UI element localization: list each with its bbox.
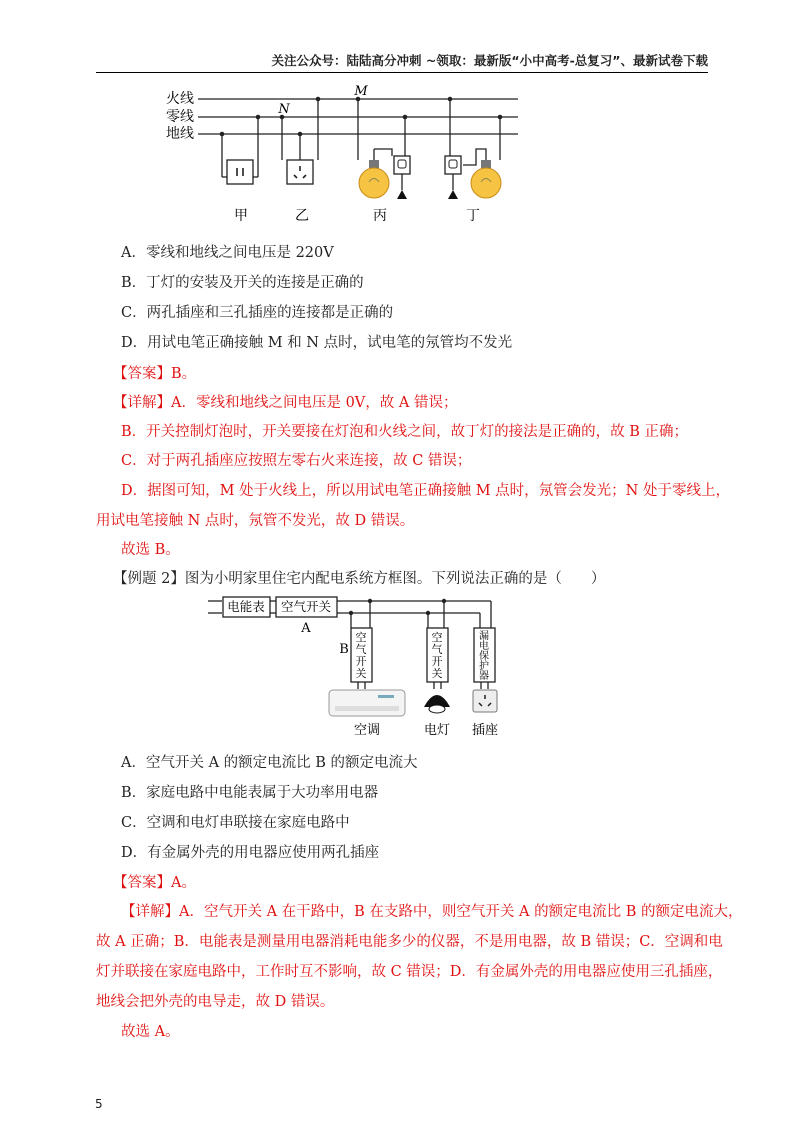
q1-detail-line: D．据图可知，M 处于火线上，所以用试电笔正确接触 M 点时，氖管会发光；N 处于零线上， (121, 483, 730, 499)
distribution-diagram (208, 595, 508, 740)
q2-answer: 【答案】A。 (113, 875, 196, 891)
q1-option-a: A．零线和地线之间电压是 220V (121, 245, 334, 261)
q1-conclusion: 故选 B。 (121, 542, 180, 558)
lamp-label: 电灯 (423, 723, 451, 738)
branch3-char: 护 (479, 661, 489, 672)
label-neutral-wire: 零线 (166, 109, 194, 125)
q1-detail-line: B．开关控制灯泡时，开关要接在灯泡和火线之间，故丁灯的接法是正确的，故 B 正确； (121, 424, 689, 440)
page-header: 关注公众号：陆陆高分冲刺 ~领取：最新版“小中高考-总复习”、最新试卷下载 (271, 53, 708, 68)
q2-option-d: D．有金属外壳的用电器应使用两孔插座 (121, 845, 380, 861)
bulb-icon (471, 160, 501, 198)
q1-detail-line: C．对于两孔插座应按照左零右火来连接，故 C 错误； (121, 453, 472, 469)
q2-conclusion: 故选 A。 (121, 1024, 180, 1040)
label-live-wire: 火线 (166, 91, 194, 107)
branch2-char: 气 (431, 643, 443, 656)
q2-detail-line: 【详解】A．空气开关 A 在干路中，B 在支路中，则空气开关 A 的额定电流比 B 的额定电流大， (121, 904, 743, 920)
lamp-icon (424, 695, 450, 713)
three-hole-socket-icon (294, 166, 306, 178)
q1-detail-line: 【详解】A．零线和地线之间电压是 0V，故 A 错误； (113, 395, 458, 411)
branch1-char: 开 (355, 655, 367, 668)
branch3-char: 保 (479, 651, 489, 662)
wiring-diagram (160, 82, 530, 232)
label-ground-wire: 地线 (166, 126, 194, 142)
branch1-char: 空 (355, 631, 367, 644)
q2-detail-line: 灯并联接在家庭电路中，工作时互不影响，故 C 错误；D．有金属外壳的用电器应使用三孔插座， (96, 964, 723, 980)
q2-question: 【例题 2】图为小明家里住宅内配电系统方框图。下列说法正确的是（ ） (113, 571, 606, 587)
label-bing: 丙 (373, 208, 387, 224)
label-jia: 甲 (234, 208, 248, 224)
q2-option-a: A．空气开关 A 的额定电流比 B 的额定电流大 (121, 755, 418, 771)
label-yi: 乙 (295, 208, 309, 224)
bulb-icon (359, 160, 389, 198)
q1-detail-line: 用试电笔接触 N 点时，氖管不发光，故 D 错误。 (96, 513, 415, 529)
branch2-char: 空 (431, 631, 443, 644)
header-divider (96, 72, 708, 73)
branch1-char: 气 (355, 643, 367, 656)
q2-detail-line: 故 A 正确；B．电能表是测量用电器消耗电能多少的仪器，不是用电器，故 B 错误；C．空调和电 (96, 934, 723, 950)
branch3-char: 电 (479, 641, 489, 652)
meter-label: 电能表 (227, 599, 265, 614)
q1-option-b: B．丁灯的安装及开关的连接是正确的 (121, 275, 364, 291)
main-switch-label: 空气开关 (280, 599, 332, 614)
q1-option-d: D．用试电笔正确接触 M 和 N 点时，试电笔的氖管均不发光 (121, 335, 513, 351)
ac-label: 空调 (353, 723, 381, 738)
branch2-char: 开 (431, 655, 443, 668)
branch3-char: 漏 (479, 631, 489, 642)
label-a: A (301, 621, 311, 636)
q2-option-c: C．空调和电灯串联接在家庭电路中 (121, 815, 350, 831)
label-point-m: M (354, 84, 368, 99)
branch1-char: 关 (355, 667, 367, 680)
air-conditioner-icon (329, 690, 405, 716)
socket-label: 插座 (471, 723, 499, 738)
label-b: B (339, 642, 349, 657)
socket-icon (473, 690, 497, 712)
q1-answer: 【答案】B。 (113, 366, 197, 382)
q2-detail-line: 地线会把外壳的电导走，故 D 错误。 (96, 994, 335, 1010)
q2-option-b: B．家庭电路中电能表属于大功率用电器 (121, 785, 379, 801)
branch3-char: 器 (479, 671, 489, 682)
page-number: 5 (95, 1097, 103, 1111)
q1-option-c: C．两孔插座和三孔插座的连接都是正确的 (121, 305, 394, 321)
label-point-n: N (278, 102, 290, 117)
label-ding: 丁 (466, 208, 480, 224)
branch2-char: 关 (431, 667, 443, 680)
